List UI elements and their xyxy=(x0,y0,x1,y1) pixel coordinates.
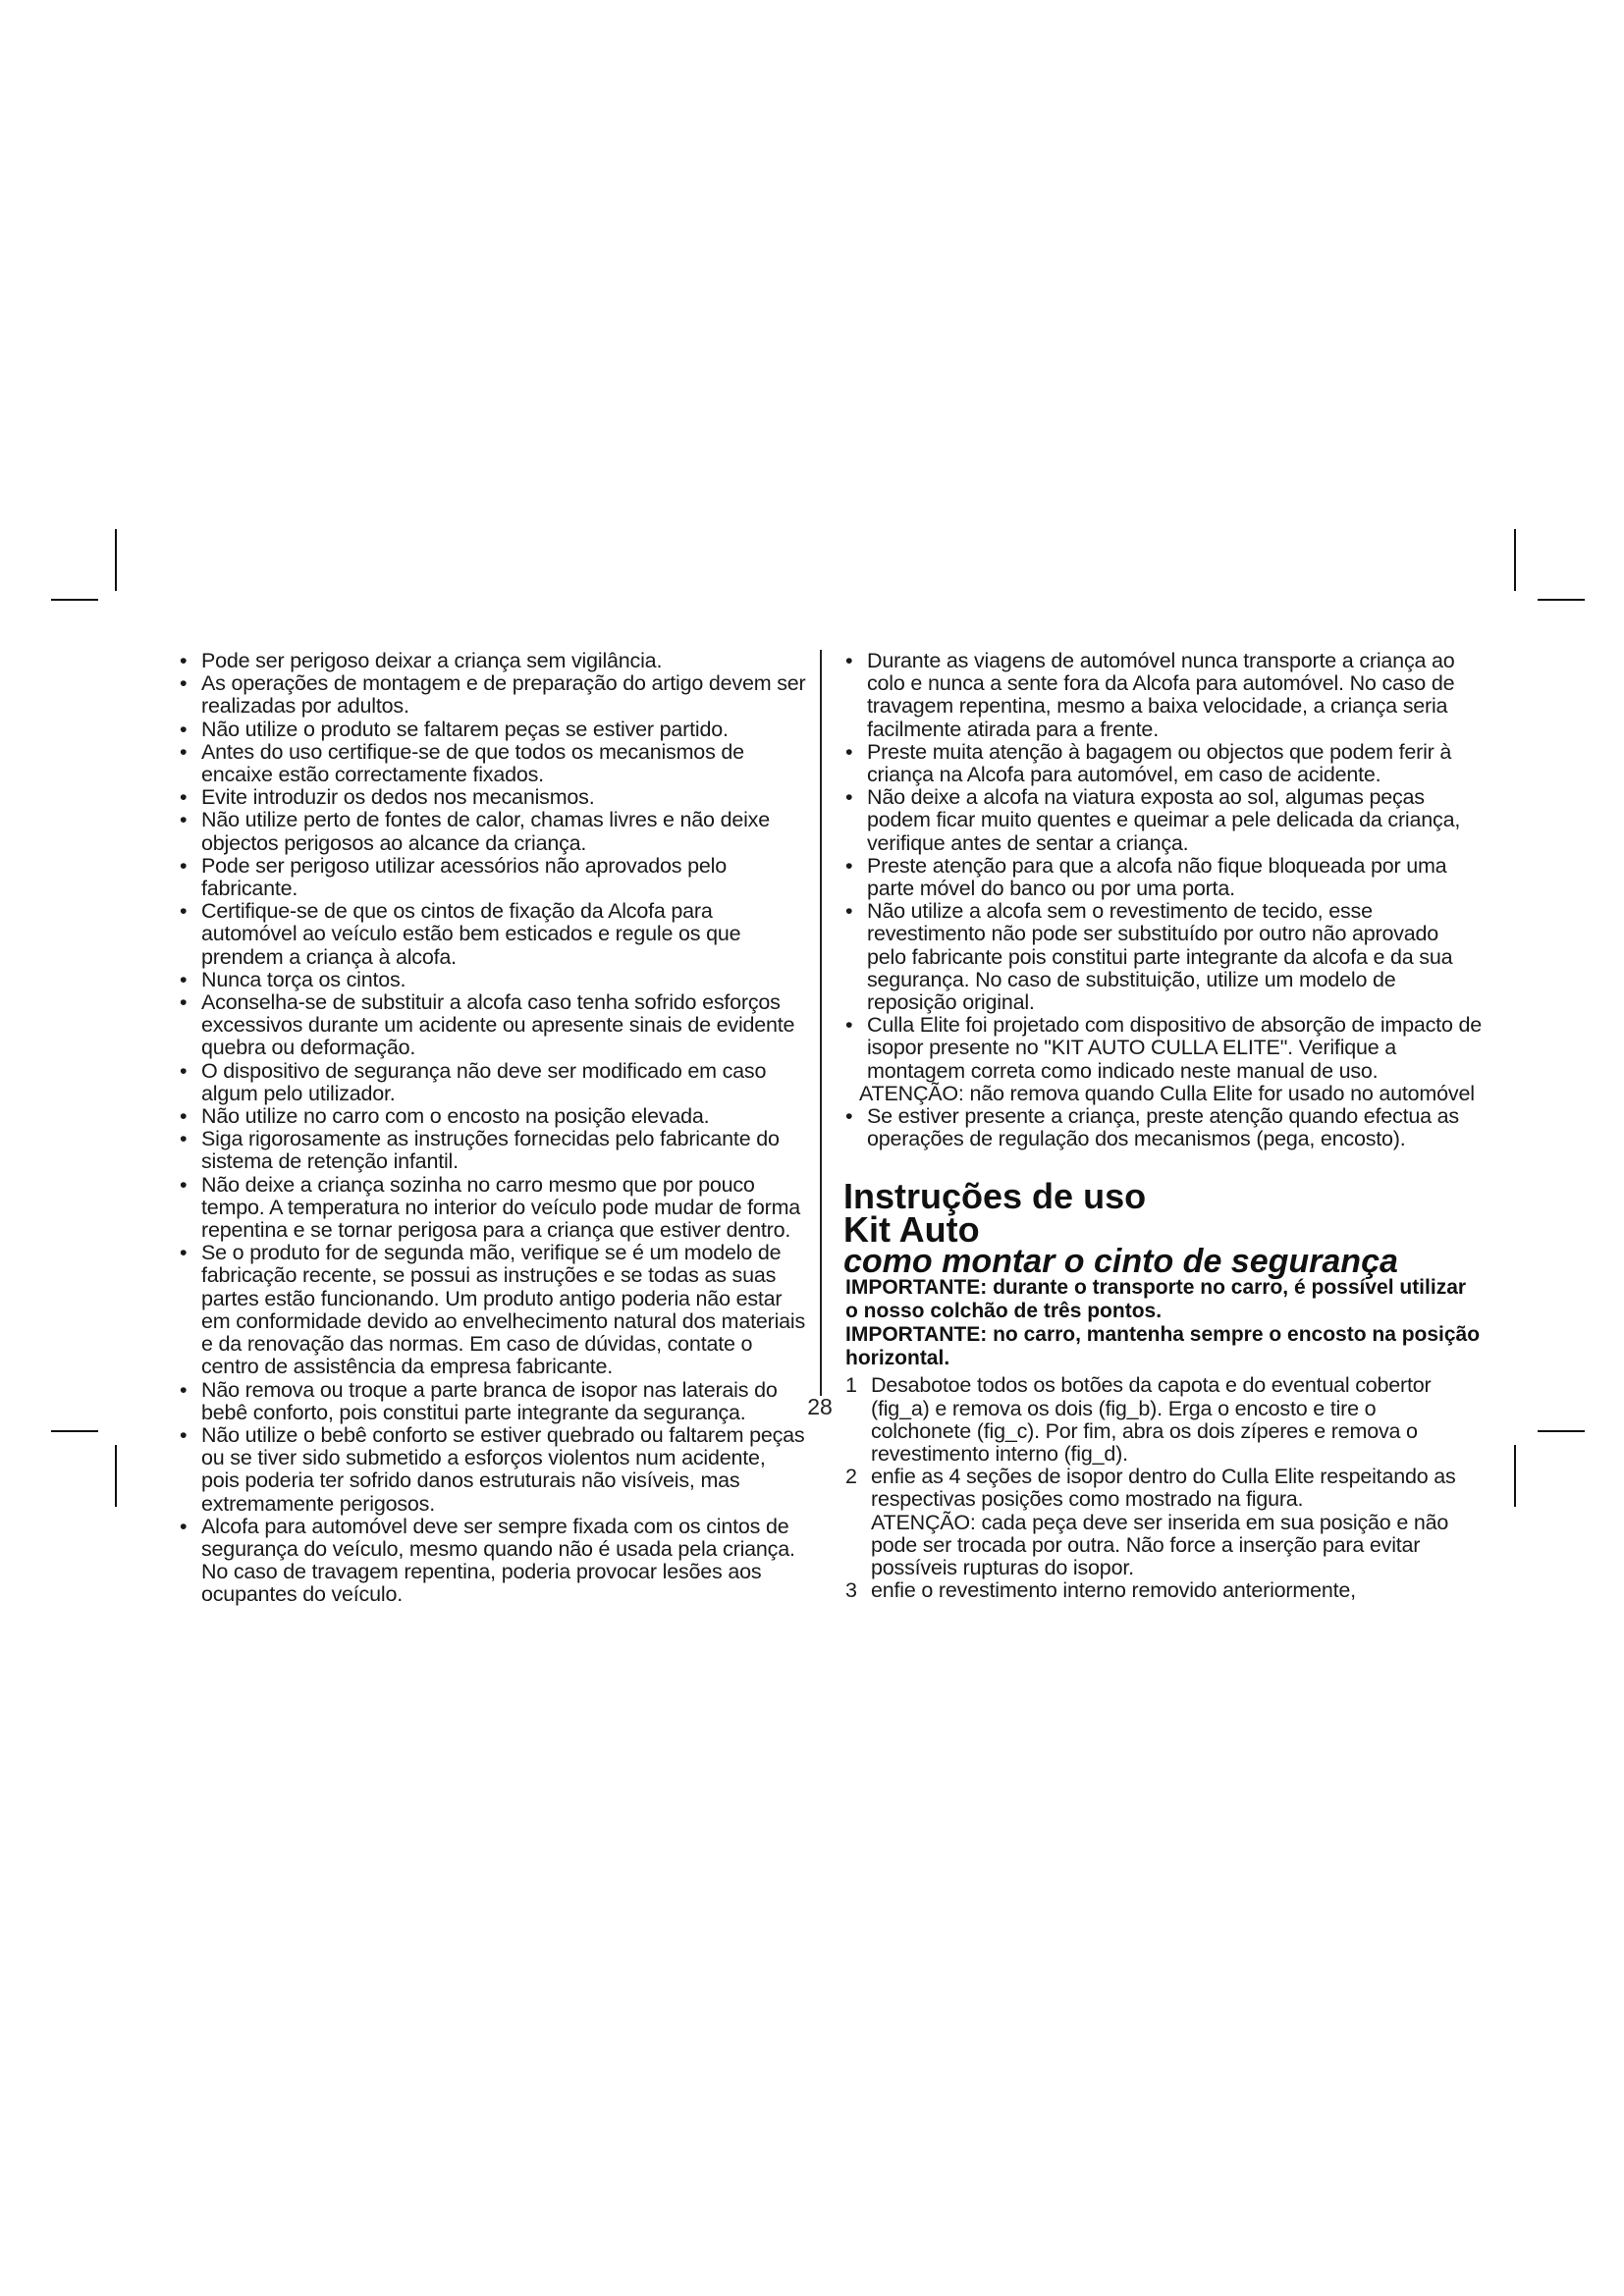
list-item: • Nunca torça os cintos. xyxy=(180,967,406,991)
bullet-icon: • xyxy=(180,739,188,764)
step-item xyxy=(843,1466,1482,1511)
safety-warnings-list-left xyxy=(178,650,806,1607)
instructions-section xyxy=(843,1176,1482,1603)
crop-mark-top-left-vertical xyxy=(115,529,117,591)
bullet-icon: • xyxy=(180,1104,188,1129)
column-divider xyxy=(820,650,822,1396)
list-item: • Durante as viagens de automóvel nunca transporte a criança ao colo e nunca a sente fora da Alcofa para automóvel. No caso de travagem repentina, mesmo a baixa velocidade, a criança seria facilmente atirada para a frente. xyxy=(845,649,1455,741)
list-item: • Não remova ou troque a parte branca de isopor nas laterais do bebê conforto, pois constitui parte integrante da segurança. xyxy=(180,1377,778,1424)
list-item: • Culla Elite foi projetado com dispositivo de absorção de impacto de isopor presente no "KIT AUTO CULLA ELITE". Verifique a montagem correta como indicado neste manual de uso. xyxy=(845,1013,1482,1083)
section-subtitle: Kit Auto xyxy=(843,1209,980,1251)
bullet-icon: • xyxy=(845,1013,853,1038)
crop-mark-bottom-right-horizontal xyxy=(1538,1430,1585,1432)
section-italic-heading: como montar o cinto de segurança xyxy=(843,1243,1398,1281)
step-number: 2 xyxy=(845,1465,857,1489)
important-note-2: IMPORTANTE: no carro, mantenha sempre o encosto na posição horizontal. xyxy=(845,1323,1481,1370)
step-text: enfie as 4 seções de isopor dentro do Culla Elite respeitando as respectivas posições como mostrado na figura. xyxy=(871,1465,1456,1512)
list-item: • Siga rigorosamente as instruções fornecidas pelo fabricante do sistema de retenção infantil. xyxy=(180,1127,780,1174)
bullet-icon: • xyxy=(180,1172,188,1197)
list-item: • Preste atenção para que a alcofa não fique bloqueada por uma parte móvel do banco ou por uma porta. xyxy=(845,853,1447,901)
list-item: • Pode ser perigoso deixar a criança sem vigilância. xyxy=(180,649,663,672)
bullet-icon: • xyxy=(180,899,188,924)
bullet-icon: • xyxy=(845,785,853,810)
safety-warnings-list-right xyxy=(843,650,1482,1083)
list-item: • Alcofa para automóvel deve ser sempre fixada com os cintos de segurança do veículo, mesmo quando não é usada pela criança. No caso de travagem repentina, poderia provocar lesões aos ocupantes do veículo. xyxy=(180,1514,795,1607)
section-title: Instruções de uso xyxy=(843,1176,1147,1217)
list-item: • Não utilize no carro com o encosto na posição elevada. xyxy=(180,1104,710,1129)
list-item: • Preste muita atenção à bagagem ou objectos que podem ferir à criança na Alcofa para automóvel, em caso de acidente. xyxy=(845,739,1452,787)
step-item xyxy=(843,1579,1482,1602)
assembly-steps-continued xyxy=(843,1579,1482,1602)
bullet-icon: • xyxy=(180,1241,188,1265)
bullet-icon: • xyxy=(180,649,188,672)
list-item: • Não utilize perto de fontes de calor, chamas livres e não deixe objectos perigosos ao alcance da criança. xyxy=(180,808,770,855)
attention-note: ATENÇÃO: não remova quando Culla Elite for usado no automóvel xyxy=(859,1081,1475,1105)
list-item: • As operações de montagem e de preparação do artigo devem ser realizadas por adultos. xyxy=(180,671,806,719)
crop-mark-top-right-vertical xyxy=(1514,529,1516,591)
list-item: • Certifique-se de que os cintos de fixação da Alcofa para automóvel ao veículo estão bem esticados e regule os que prendem a criança à alcofa. xyxy=(180,899,741,969)
step-item xyxy=(843,1374,1482,1466)
list-item: • Pode ser perigoso utilizar acessórios não aprovados pelo fabricante. xyxy=(180,853,727,901)
list-item: • Se estiver presente a criança, preste atenção quando efectua as operações de regulação dos mecanismos (pega, encosto). xyxy=(845,1104,1459,1151)
safety-warnings-list-right-last xyxy=(843,1105,1482,1150)
crop-mark-bottom-left-vertical xyxy=(115,1445,117,1507)
bullet-icon: • xyxy=(180,1422,188,1447)
bullet-icon: • xyxy=(180,853,188,878)
crop-mark-top-left-horizontal xyxy=(51,599,98,601)
bullet-icon: • xyxy=(180,671,188,696)
bullet-icon: • xyxy=(180,1377,188,1402)
step-attention-note: ATENÇÃO: cada peça deve ser inserida em sua posição e não pode ser trocada por outra. Não force a inserção para evitar possíveis rupturas do isopor. xyxy=(871,1510,1449,1580)
bullet-icon: • xyxy=(845,649,853,672)
bullet-icon: • xyxy=(845,899,853,924)
list-item: • O dispositivo de segurança não deve ser modificado em caso algum pelo utilizador. xyxy=(180,1058,767,1105)
crop-mark-top-right-horizontal xyxy=(1538,599,1585,601)
bullet-icon: • xyxy=(180,1127,188,1151)
list-item: • Não deixe a criança sozinha no carro mesmo que por pouco tempo. A temperatura no interior do veículo pode mudar de forma repentina e se tornar perigosa para a criança que estiver dentro. xyxy=(180,1172,801,1243)
left-column xyxy=(178,650,806,1607)
right-column xyxy=(843,650,1482,1603)
page-number: 28 xyxy=(807,1394,833,1419)
bullet-icon: • xyxy=(180,808,188,832)
bullet-icon: • xyxy=(180,1514,188,1538)
list-item: • Antes do uso certifique-se de que todos os mecanismos de encaixe estão correctamente fixados. xyxy=(180,739,744,787)
bullet-icon: • xyxy=(180,990,188,1015)
bullet-icon: • xyxy=(180,1058,188,1083)
bullet-icon: • xyxy=(180,785,188,810)
important-note-1: IMPORTANTE: durante o transporte no carro, é possível utilizar o nosso colchão de três pontos. xyxy=(845,1276,1467,1323)
step-text: Desabotoe todos os botões da capota e do eventual cobertor (fig_a) e remova os dois (fig_b). Erga o encosto e tire o colchonete (fig_c). Por fim, abra os dois zíperes e remova o revestimento interno (fig_d). xyxy=(871,1373,1432,1467)
assembly-steps xyxy=(843,1374,1482,1511)
list-item: • Não utilize a alcofa sem o revestimento de tecido, esse revestimento não pode ser substituído por outro não aprovado pelo fabricante pois constitui parte integrante da alcofa e da sua segurança. No caso de substituição, utilize um modelo de reposição original. xyxy=(845,899,1453,1015)
bullet-icon: • xyxy=(845,739,853,764)
step-number: 3 xyxy=(845,1578,857,1603)
bullet-icon: • xyxy=(845,853,853,878)
bullet-icon: • xyxy=(180,967,188,991)
list-item: • Se o produto for de segunda mão, verifique se é um modelo de fabricação recente, se possui as instruções e se todas as suas partes estão funcionando. Um produto antigo poderia não estar em conformidade devido ao envelhecimento natural dos materiais e da renovação das normas. Em caso de dúvidas, contate o centro de assistência da empresa fabricante. xyxy=(180,1241,806,1379)
crop-mark-bottom-left-horizontal xyxy=(51,1430,98,1432)
bullet-icon: • xyxy=(180,717,188,741)
list-item: • Evite introduzir os dedos nos mecanismos. xyxy=(180,785,595,810)
crop-mark-bottom-right-vertical xyxy=(1514,1445,1516,1507)
step-number: 1 xyxy=(845,1373,857,1398)
list-item: • Aconselha-se de substituir a alcofa caso tenha sofrido esforços excessivos durante um acidente ou apresente sinais de evidente quebra ou deformação. xyxy=(180,990,795,1060)
list-item: • Não deixe a alcofa na viatura exposta ao sol, algumas peças podem ficar muito quentes e queimar a pele delicada da criança, verifique antes de sentar a criança. xyxy=(845,785,1461,855)
bullet-icon: • xyxy=(845,1104,853,1129)
list-item: • Não utilize o bebê conforto se estiver quebrado ou faltarem peças ou se tiver sido submetido a esforços violentos num acidente, pois poderia ter sofrido danos estruturais não visíveis, mas extremamente perigosos. xyxy=(180,1422,805,1516)
step-text: enfie o revestimento interno removido anteriormente, xyxy=(871,1578,1356,1603)
list-item: • Não utilize o produto se faltarem peças se estiver partido. xyxy=(180,717,729,741)
